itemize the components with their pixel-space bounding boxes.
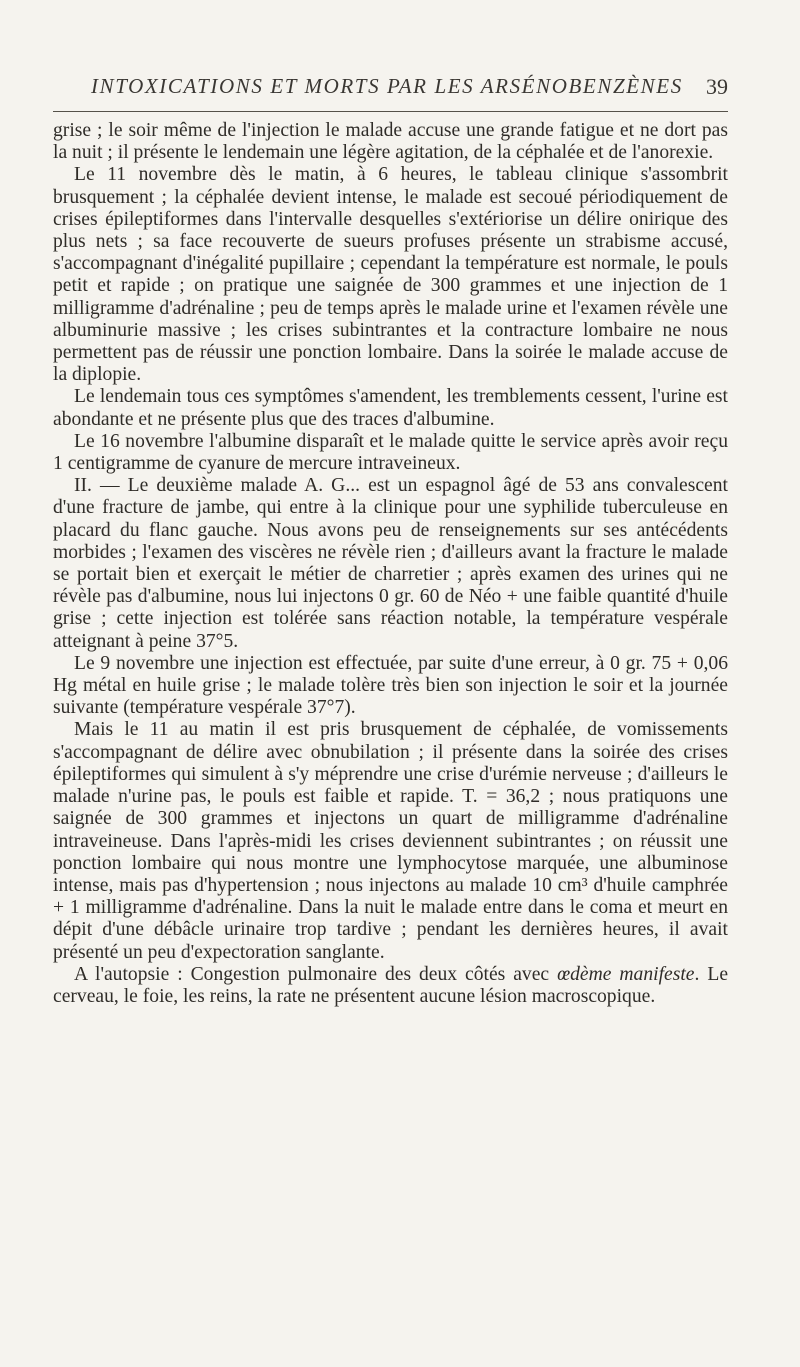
paragraph-nov-11-case-two: Mais le 11 au matin il est pris brusquement de céphalée, de vomissements s'accompagnant de délire avec obnubilation ; il présente dans la soirée des crises épileptiformes qui simulent à s'y méprendre une crise d'urémie nerveuse ; d'ailleurs le malade n'urine pas, le pouls est faible et rapide. T. = 36,2 ; nous pratiquons une saignée de 300 grammes et injectons un quart de milligramme d'adrénaline intraveineuse. Dans l'après-midi les crises deviennent subintrantes ; on réussit une ponction lombaire qui nous montre une lymphocytose marquée, une albuminose intense, mais pas d'hypertension ; nous injectons au malade 10 cm³ d'huile camphrée + 1 milligramme d'adrénaline. Dans la nuit le malade entre dans le coma et meurt en dépit d'une débâcle urinaire trop tardive ; pendant les dernières heures, il avait présenté un peu d'expectoration sanglante. [53, 719, 728, 963]
paragraph-next-day: Le lendemain tous ces symptômes s'amendent, les tremblements cessent, l'urine est abondante et ne présente plus que des traces d'albumine. [53, 386, 728, 430]
autopsy-lead: A l'autopsie : Congestion pulmonaire des deux côtés avec [74, 963, 558, 985]
autopsy-tail: . Le cerveau, le foie, les reins, la rate ne présentent aucune lésion macroscopique. [53, 963, 729, 1007]
running-title: INTOXICATIONS ET MORTS PAR LES ARSÉNOBENZÈNES [91, 74, 683, 98]
paragraph-autopsy [53, 964, 728, 1008]
paragraph-nov-11: Le 11 novembre dès le matin, à 6 heures, le tableau clinique s'assombrit brusquement ; la céphalée devient intense, le malade est secoué périodiquement de crises épileptiformes dans l'intervalle desquelles s'extériorise un délire onirique des plus nets ; sa face recouverte de sueurs profuses présente un strabisme accusé, s'accompagnant d'inégalité pupillaire ; cependant la température est normale, le pouls petit et rapide ; on pratique une saignée de 300 grammes et une injection de 1 milligramme d'adrénaline ; peu de temps après le malade urine et l'examen révèle une albuminurie massive ; les crises subintrantes et la contracture lombaire ne nous permettent pas de réussir une ponction lombaire. Dans la soirée le malade accuse de la diplopie. [53, 164, 728, 386]
page-number: 39 [706, 74, 728, 99]
header-rule [53, 111, 728, 112]
paragraph-case-two: II. — Le deuxième malade A. G... est un espagnol âgé de 53 ans convalescent d'une fracture de jambe, qui entre à la clinique pour une syphilide tuberculeuse en placard du flanc gauche. Nous avons peu de renseignements sur ses antécédents morbides ; l'examen des viscères ne révèle rien ; d'ailleurs avant la fracture le malade se portait bien et exerçait le métier de charretier ; après examen des urines qui ne révèle pas d'albumine, nous lui injectons 0 gr. 60 de Néo + une faible quantité d'huile grise ; cette injection est tolérée sans réaction notable, la température vespérale atteignant à peine 37°5. [53, 475, 728, 652]
page-header [53, 74, 728, 108]
body-text [53, 120, 728, 1008]
paragraph-nov-16: Le 16 novembre l'albumine disparaît et le malade quitte le service après avoir reçu 1 centigramme de cyanure de mercure intraveineux. [53, 430, 728, 475]
paragraph-nov-9: Le 9 novembre une injection est effectuée, par suite d'une erreur, à 0 gr. 75 + 0,06 Hg métal en huile grise ; le malade tolère très bien son injection le soir et la journée suivante (température vespérale 37°7). [53, 652, 728, 719]
paragraph-continued: grise ; le soir même de l'injection le malade accuse une grande fatigue et ne dort pas la nuit ; il présente le lendemain une légère agitation, de la céphalée et de l'anorexie. [53, 120, 728, 164]
autopsy-emphasis: œdème manifeste [557, 963, 695, 985]
